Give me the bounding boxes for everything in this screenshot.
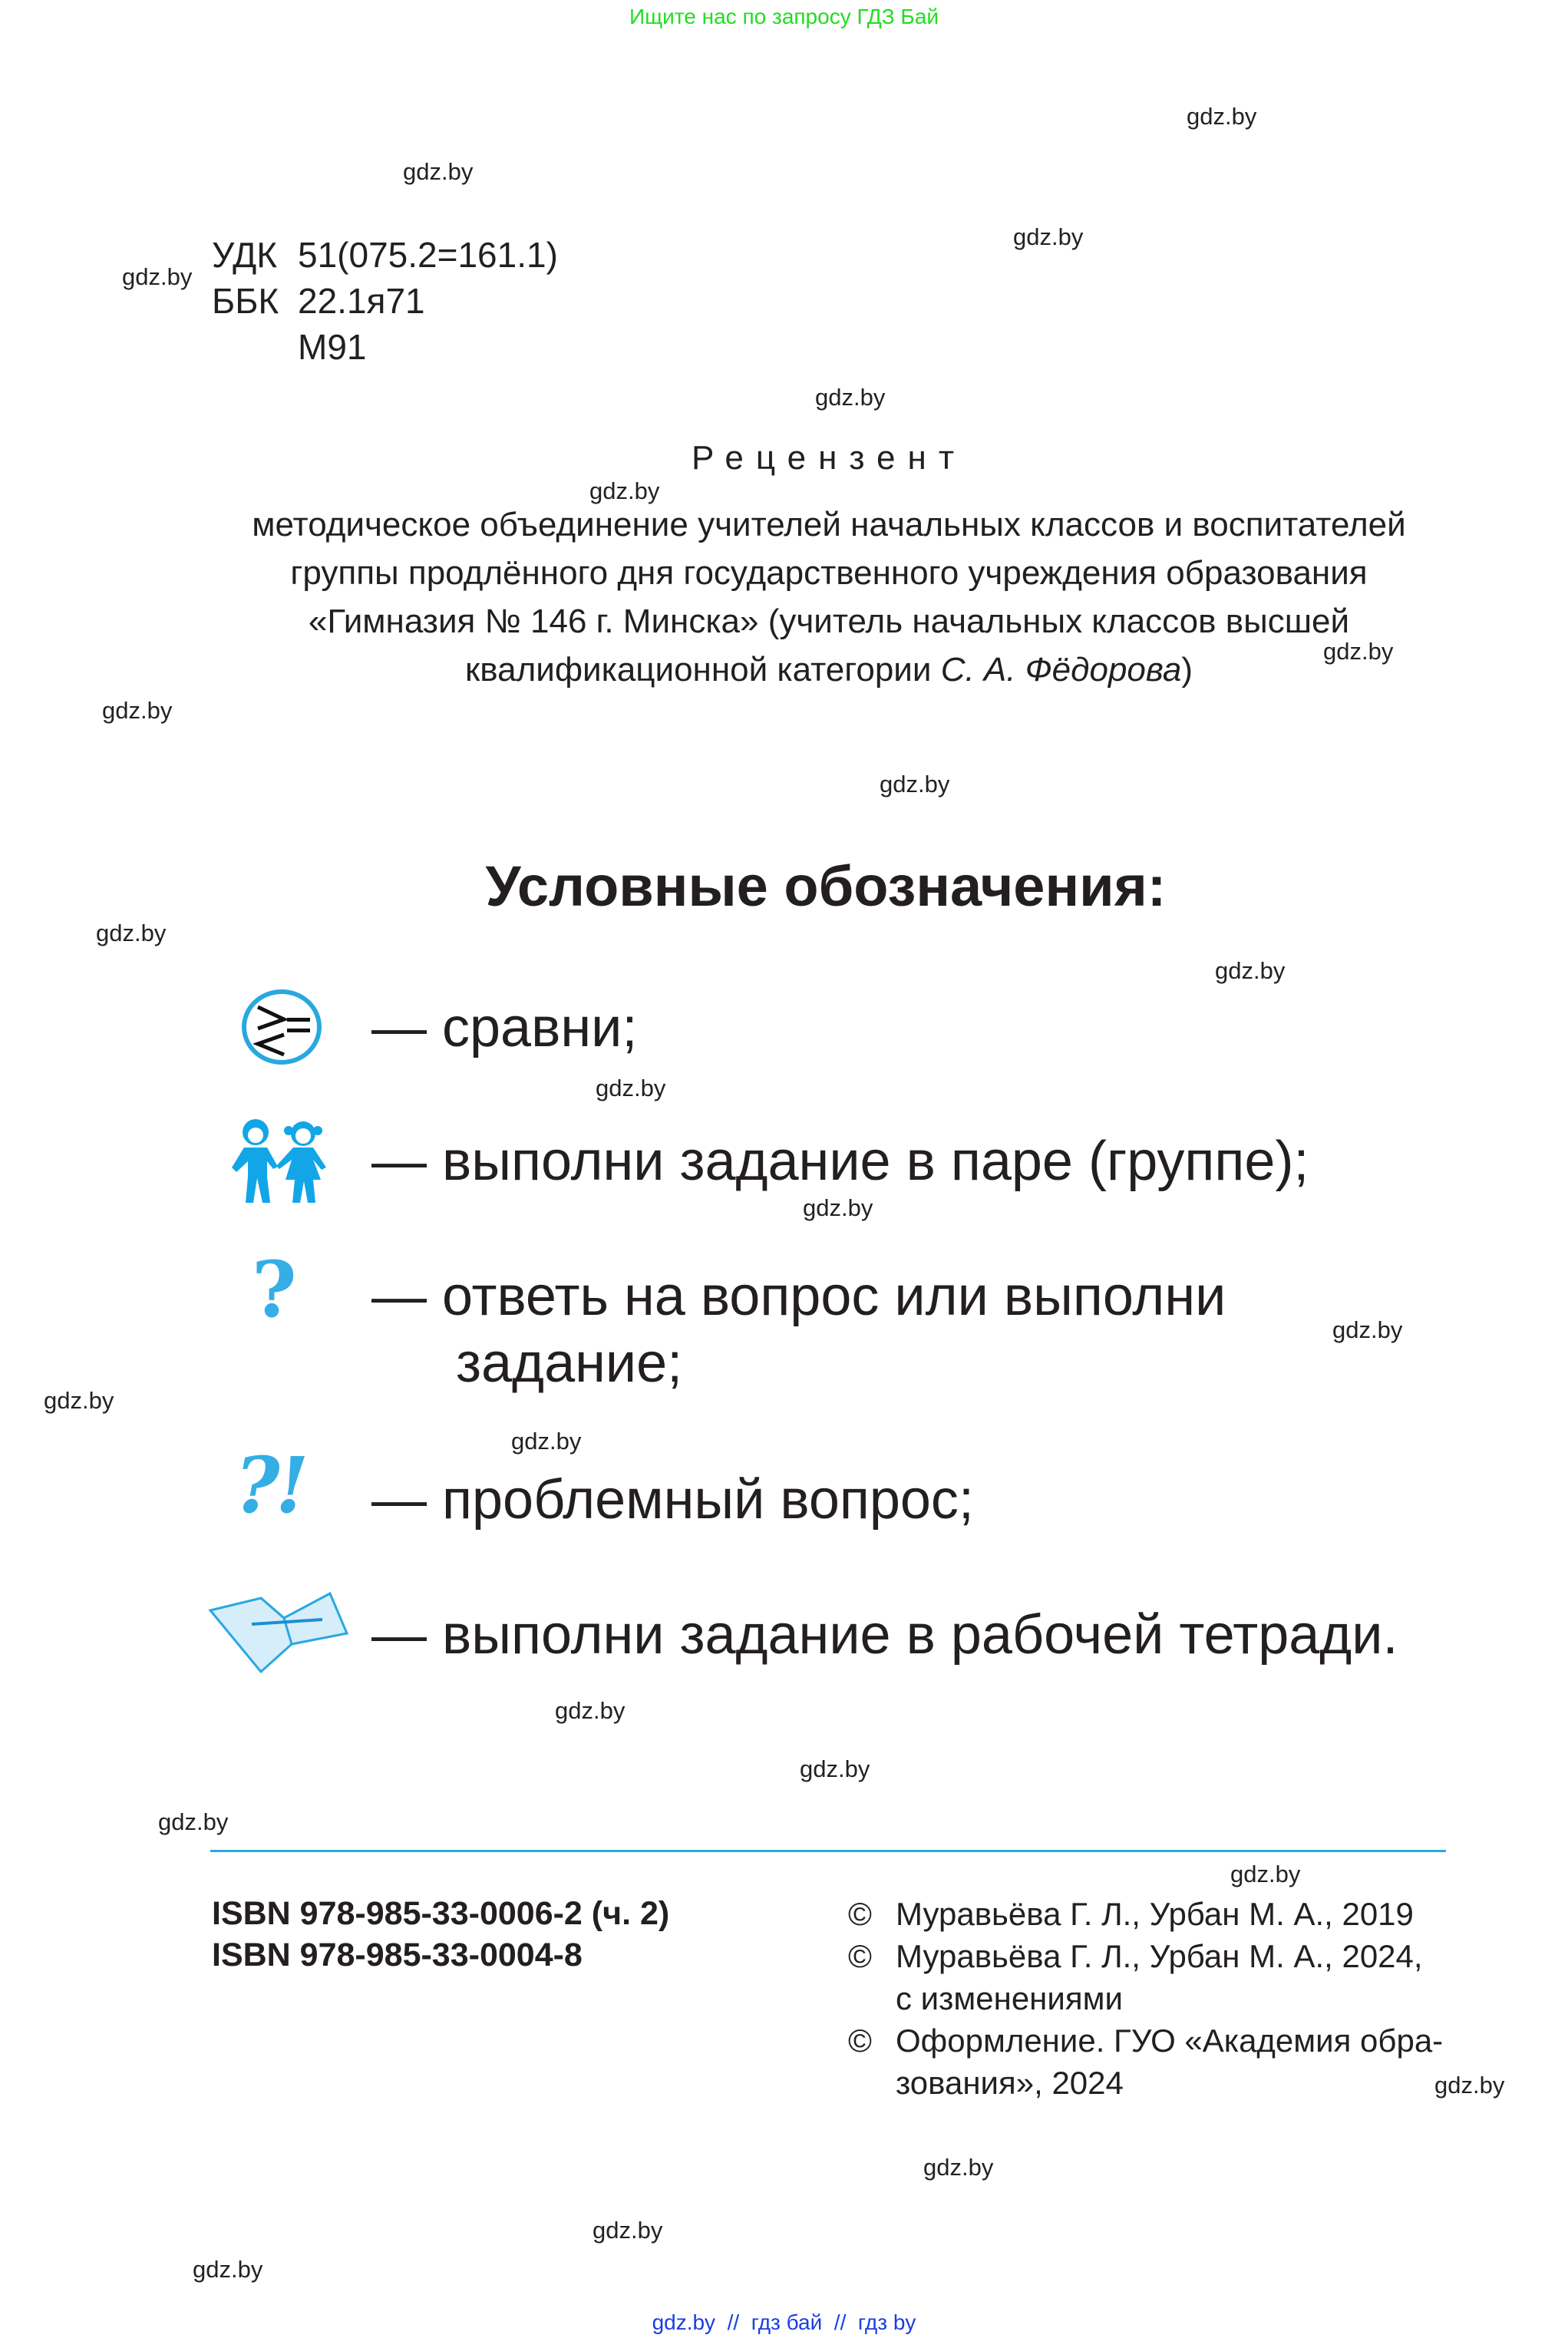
watermark: gdz.by — [589, 477, 660, 504]
watermark: gdz.by — [923, 2154, 994, 2181]
udk-line: УДК 51(075.2=161.1) — [212, 235, 558, 275]
legend-item-question: — ответь на вопрос или выполни — [371, 1266, 1226, 1327]
watermark: gdz.by — [1332, 1316, 1403, 1343]
question-icon: ? — [252, 1244, 297, 1335]
watermark: gdz.by — [1230, 1861, 1301, 1887]
isbn-part: ISBN 978-985-33-0006-2 (ч. 2) — [212, 1895, 670, 1932]
reviewer-title: Рецензент — [692, 439, 966, 477]
watermark: gdz.by — [593, 2217, 663, 2244]
legend-item-question-cont: задание; — [456, 1332, 683, 1394]
compare-icon — [241, 989, 322, 1065]
watermark: gdz.by — [403, 158, 474, 185]
watermark: gdz.by — [555, 1697, 626, 1724]
isbn-set: ISBN 978-985-33-0004-8 — [212, 1937, 583, 1973]
legend-item-compare: — сравни; — [371, 997, 638, 1058]
reviewer-text: методическое объединение учителей начальных классов и воспитателей группы продлённого дня государственного учреждения образования «Гимназия № 146 г. Минска» (учитель начальных классов высшей квалификационной категории С. А. Фёдорова) — [252, 506, 1406, 689]
classification-codes — [212, 232, 558, 370]
watermark: gdz.by — [44, 1387, 114, 1414]
divider — [210, 1850, 1446, 1852]
watermark: gdz.by — [511, 1428, 582, 1455]
legend-item-problem-question: — проблемный вопрос; — [371, 1469, 974, 1531]
watermark: gdz.by — [193, 2256, 263, 2283]
bbk-line: ББК 22.1я71 — [212, 281, 425, 321]
watermark: gdz.by — [1013, 223, 1084, 250]
watermark: gdz.by — [800, 1755, 870, 1782]
legend-title: Условные обозначения: — [485, 854, 1167, 918]
watermark: gdz.by — [158, 1808, 229, 1835]
top-banner: Ищите нас по запросу ГДЗ Бай — [629, 5, 939, 28]
workbook-icon — [207, 1589, 349, 1677]
watermark: gdz.by — [102, 697, 173, 724]
watermark: gdz.by — [96, 920, 167, 946]
reviewer-name: С. А. Фёдорова — [940, 651, 1182, 689]
copyright-block: © Муравьёва Г. Л., Урбан М. А., 2019 © Муравьёва Г. Л., Урбан М. А., 2024, с изменениями © Оформление. ГУО «Академия обра- зования», 2024 — [848, 1896, 1444, 2101]
watermark: gdz.by — [1434, 2072, 1505, 2099]
watermark: gdz.by — [596, 1075, 666, 1101]
watermark: gdz.by — [815, 384, 886, 411]
isbn-block — [212, 1893, 669, 1976]
pair-work-icon — [230, 1117, 330, 1205]
watermark: gdz.by — [122, 263, 193, 290]
watermark: gdz.by — [803, 1194, 873, 1221]
legend-item-pair-work: — выполни задание в паре (группе); — [371, 1131, 1309, 1192]
watermark: gdz.by — [1187, 103, 1257, 130]
watermark: gdz.by — [1215, 957, 1286, 984]
watermark: gdz.by — [1323, 638, 1394, 665]
watermark: gdz.by — [880, 771, 950, 797]
problem-question-icon: ?! — [235, 1440, 305, 1531]
legend-item-workbook: — выполни задание в рабочей тетради. — [371, 1604, 1398, 1666]
footer-links[interactable]: gdz.by // гдз бай // гдз by — [652, 2310, 916, 2334]
author-mark-line: М91 — [298, 327, 367, 367]
